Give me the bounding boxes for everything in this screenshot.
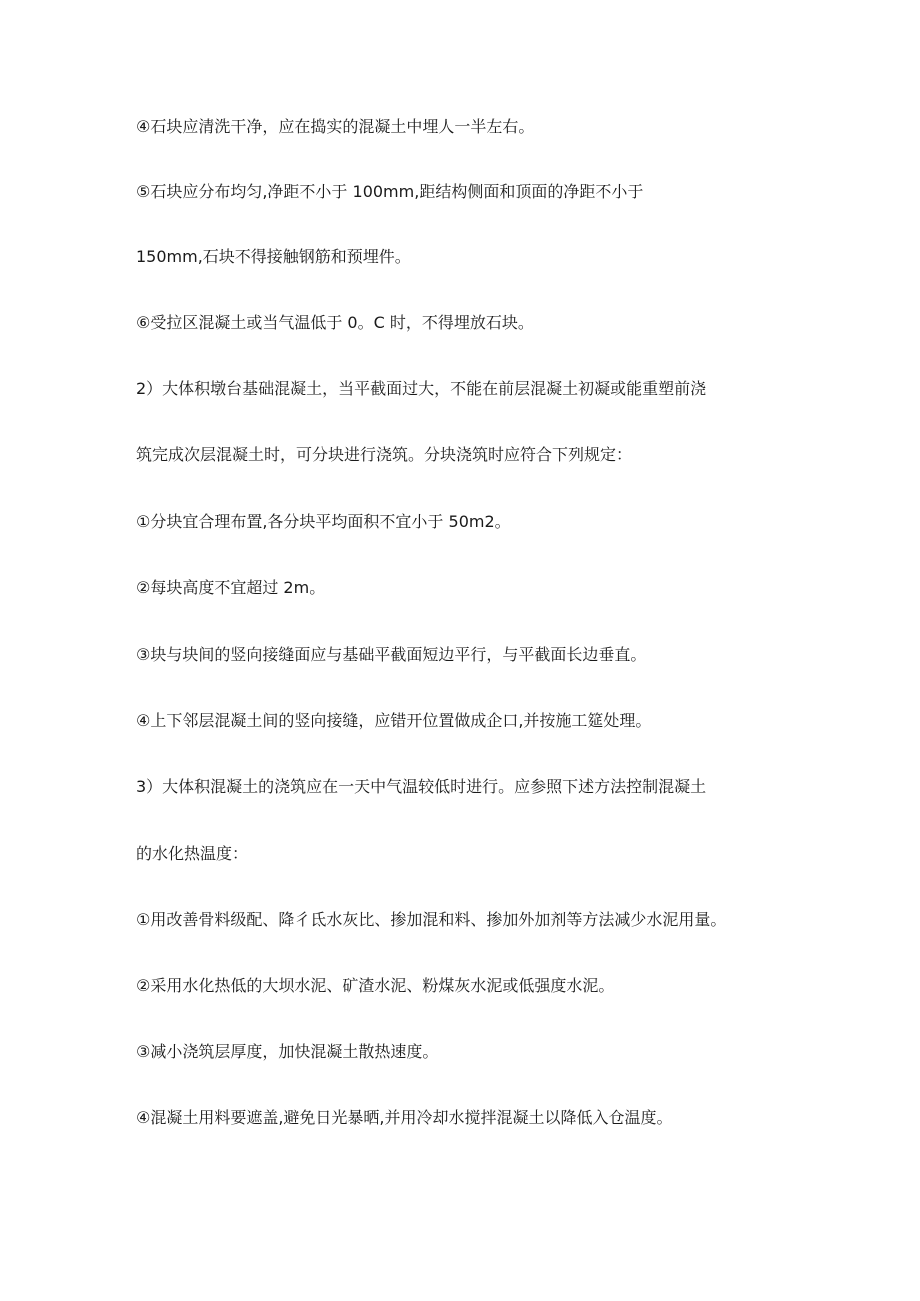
paragraph-line: ②采用水化热低的大坝水泥、矿渣水泥、粉煤灰水泥或低强度水泥。 <box>136 976 615 995</box>
paragraph-line: 3）大体积混凝土的浇筑应在一天中气温较低时进行。应参照下述方法控制混凝土 <box>136 777 707 796</box>
paragraph-line: ②每块高度不宜超过 2m。 <box>136 578 326 597</box>
paragraph-line: ⑥受拉区混凝土或当气温低于 0。C 时，不得埋放石块。 <box>136 313 534 332</box>
paragraph-line: ①用改善骨料级配、降彳氐水灰比、掺加混和料、掺加外加剂等方法减少水泥用量。 <box>136 910 727 929</box>
paragraph-line: ④混凝土用料要遮盖,避免日光暴晒,并用冷却水搅拌混凝土以降低入仓温度。 <box>136 1108 673 1127</box>
paragraph-line: ①分块宜合理布置,各分块平均面积不宜小于 50m2。 <box>136 512 511 531</box>
paragraph-line: ③块与块间的竖向接缝面应与基础平截面短边平行，与平截面长边垂直。 <box>136 645 647 664</box>
paragraph-line: 2）大体积墩台基础混凝土，当平截面过大，不能在前层混凝土初凝或能重塑前浇 <box>136 379 707 398</box>
paragraph-line: ③减小浇筑层厚度，加快混凝土散热速度。 <box>136 1042 439 1061</box>
paragraph-line: 150mm,石块不得接触钢筋和预埋件。 <box>136 247 411 266</box>
paragraph-line: ④石块应清洗干净，应在捣实的混凝土中埋人一半左右。 <box>136 117 535 136</box>
paragraph-line: ④上下邻层混凝土间的竖向接缝，应错开位置做成企口,并按施工筵处理。 <box>136 711 652 730</box>
paragraph-line: 的水化热温度： <box>136 844 249 863</box>
paragraph-line: ⑤石块应分布均匀,净距不小于 100mm,距结构侧面和顶面的净距不小于 <box>136 182 644 201</box>
paragraph-line: 筑完成次层混凝土时，可分块进行浇筑。分块浇筑时应符合下列规定： <box>136 445 633 464</box>
